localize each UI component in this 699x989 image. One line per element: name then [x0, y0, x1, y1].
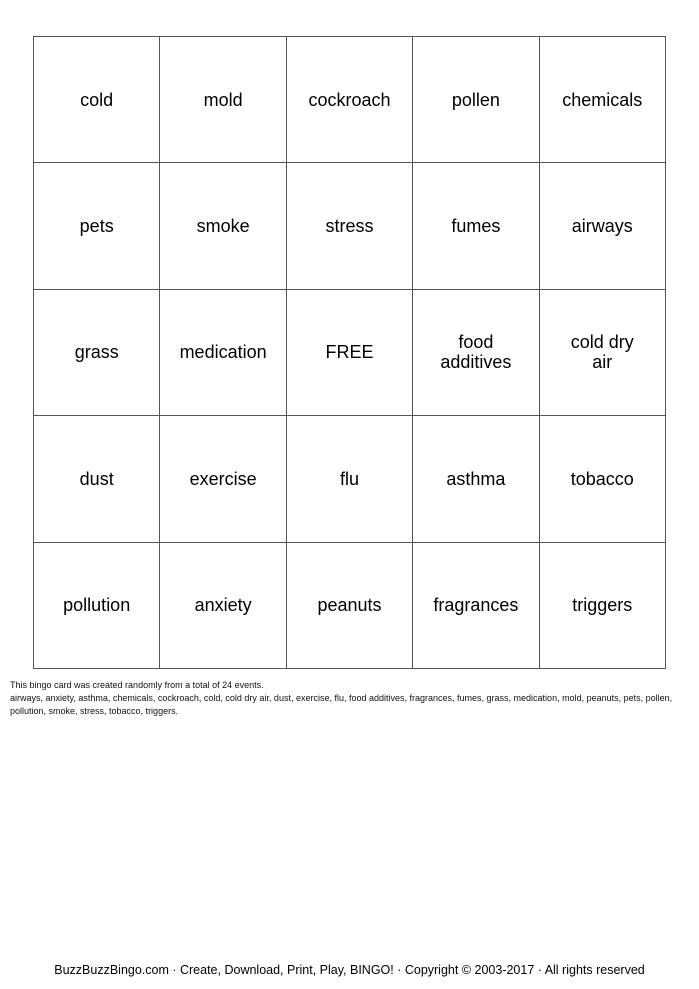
bingo-row-1	[34, 37, 666, 163]
cell-label: peanuts	[317, 595, 382, 616]
bingo-cell	[160, 289, 286, 415]
events-list: airways, anxiety, asthma, chemicals, cockroach, cold, cold dry air, dust, exercise, flu, food additives, fragrances, fumes, grass, medication, mold, peanuts, pets, pollen, pollution, smoke, stress, tobacco, triggers.	[10, 693, 673, 716]
bingo-cell	[539, 542, 665, 668]
bingo-row-3	[34, 289, 666, 415]
cell-label: pollution	[63, 595, 131, 616]
bingo-row-4	[34, 416, 666, 542]
cell-label: smoke	[196, 216, 250, 237]
bingo-cell	[34, 163, 160, 289]
bingo-cell	[160, 163, 286, 289]
bingo-cell	[413, 542, 539, 668]
bingo-cell	[286, 542, 412, 668]
free-space-cell	[286, 289, 412, 415]
bingo-row-5	[34, 542, 666, 668]
cell-label: fumes	[451, 216, 501, 237]
bingo-cell	[34, 416, 160, 542]
bingo-cell	[286, 416, 412, 542]
cell-label: dust	[79, 468, 114, 489]
card-info	[10, 679, 690, 718]
footer-copyright: BuzzBuzzBingo.com · Create, Download, Print, Play, BINGO! · Copyright © 2003-2017 · All rights reserved	[54, 963, 645, 977]
cell-label: food additives	[440, 332, 512, 373]
bingo-cell	[413, 289, 539, 415]
card-summary: This bingo card was created randomly from a total of 24 events.	[10, 680, 264, 690]
bingo-card	[33, 36, 666, 669]
bingo-cell	[413, 163, 539, 289]
free-space-label: FREE	[325, 342, 374, 363]
bingo-row-2	[34, 163, 666, 289]
cell-label: exercise	[189, 468, 257, 489]
cell-label: fragrances	[433, 595, 519, 616]
bingo-cell	[160, 37, 286, 163]
bingo-cell	[539, 37, 665, 163]
cell-label: cold dry air	[570, 332, 634, 373]
cell-label: anxiety	[194, 595, 252, 616]
bingo-cell	[34, 542, 160, 668]
bingo-cell	[413, 416, 539, 542]
cell-label: stress	[325, 216, 374, 237]
bingo-cell	[160, 542, 286, 668]
cell-label: cockroach	[308, 89, 391, 110]
cell-label: flu	[339, 468, 359, 489]
cell-label: asthma	[446, 468, 506, 489]
cell-label: airways	[571, 216, 633, 237]
cell-label: triggers	[572, 595, 633, 616]
cell-label: tobacco	[570, 468, 634, 489]
cell-label: medication	[179, 342, 267, 363]
cell-label: pets	[79, 216, 114, 237]
bingo-cell	[539, 163, 665, 289]
bingo-cell	[34, 37, 160, 163]
bingo-cell	[286, 163, 412, 289]
cell-label: chemicals	[562, 89, 643, 110]
bingo-cell	[160, 416, 286, 542]
cell-label: pollen	[451, 89, 500, 110]
cell-label: mold	[203, 89, 243, 110]
bingo-cell	[286, 37, 412, 163]
cell-label: cold	[80, 89, 114, 110]
bingo-cell	[539, 289, 665, 415]
cell-label: grass	[74, 342, 119, 363]
bingo-cell	[34, 289, 160, 415]
bingo-cell	[413, 37, 539, 163]
bingo-cell	[539, 416, 665, 542]
